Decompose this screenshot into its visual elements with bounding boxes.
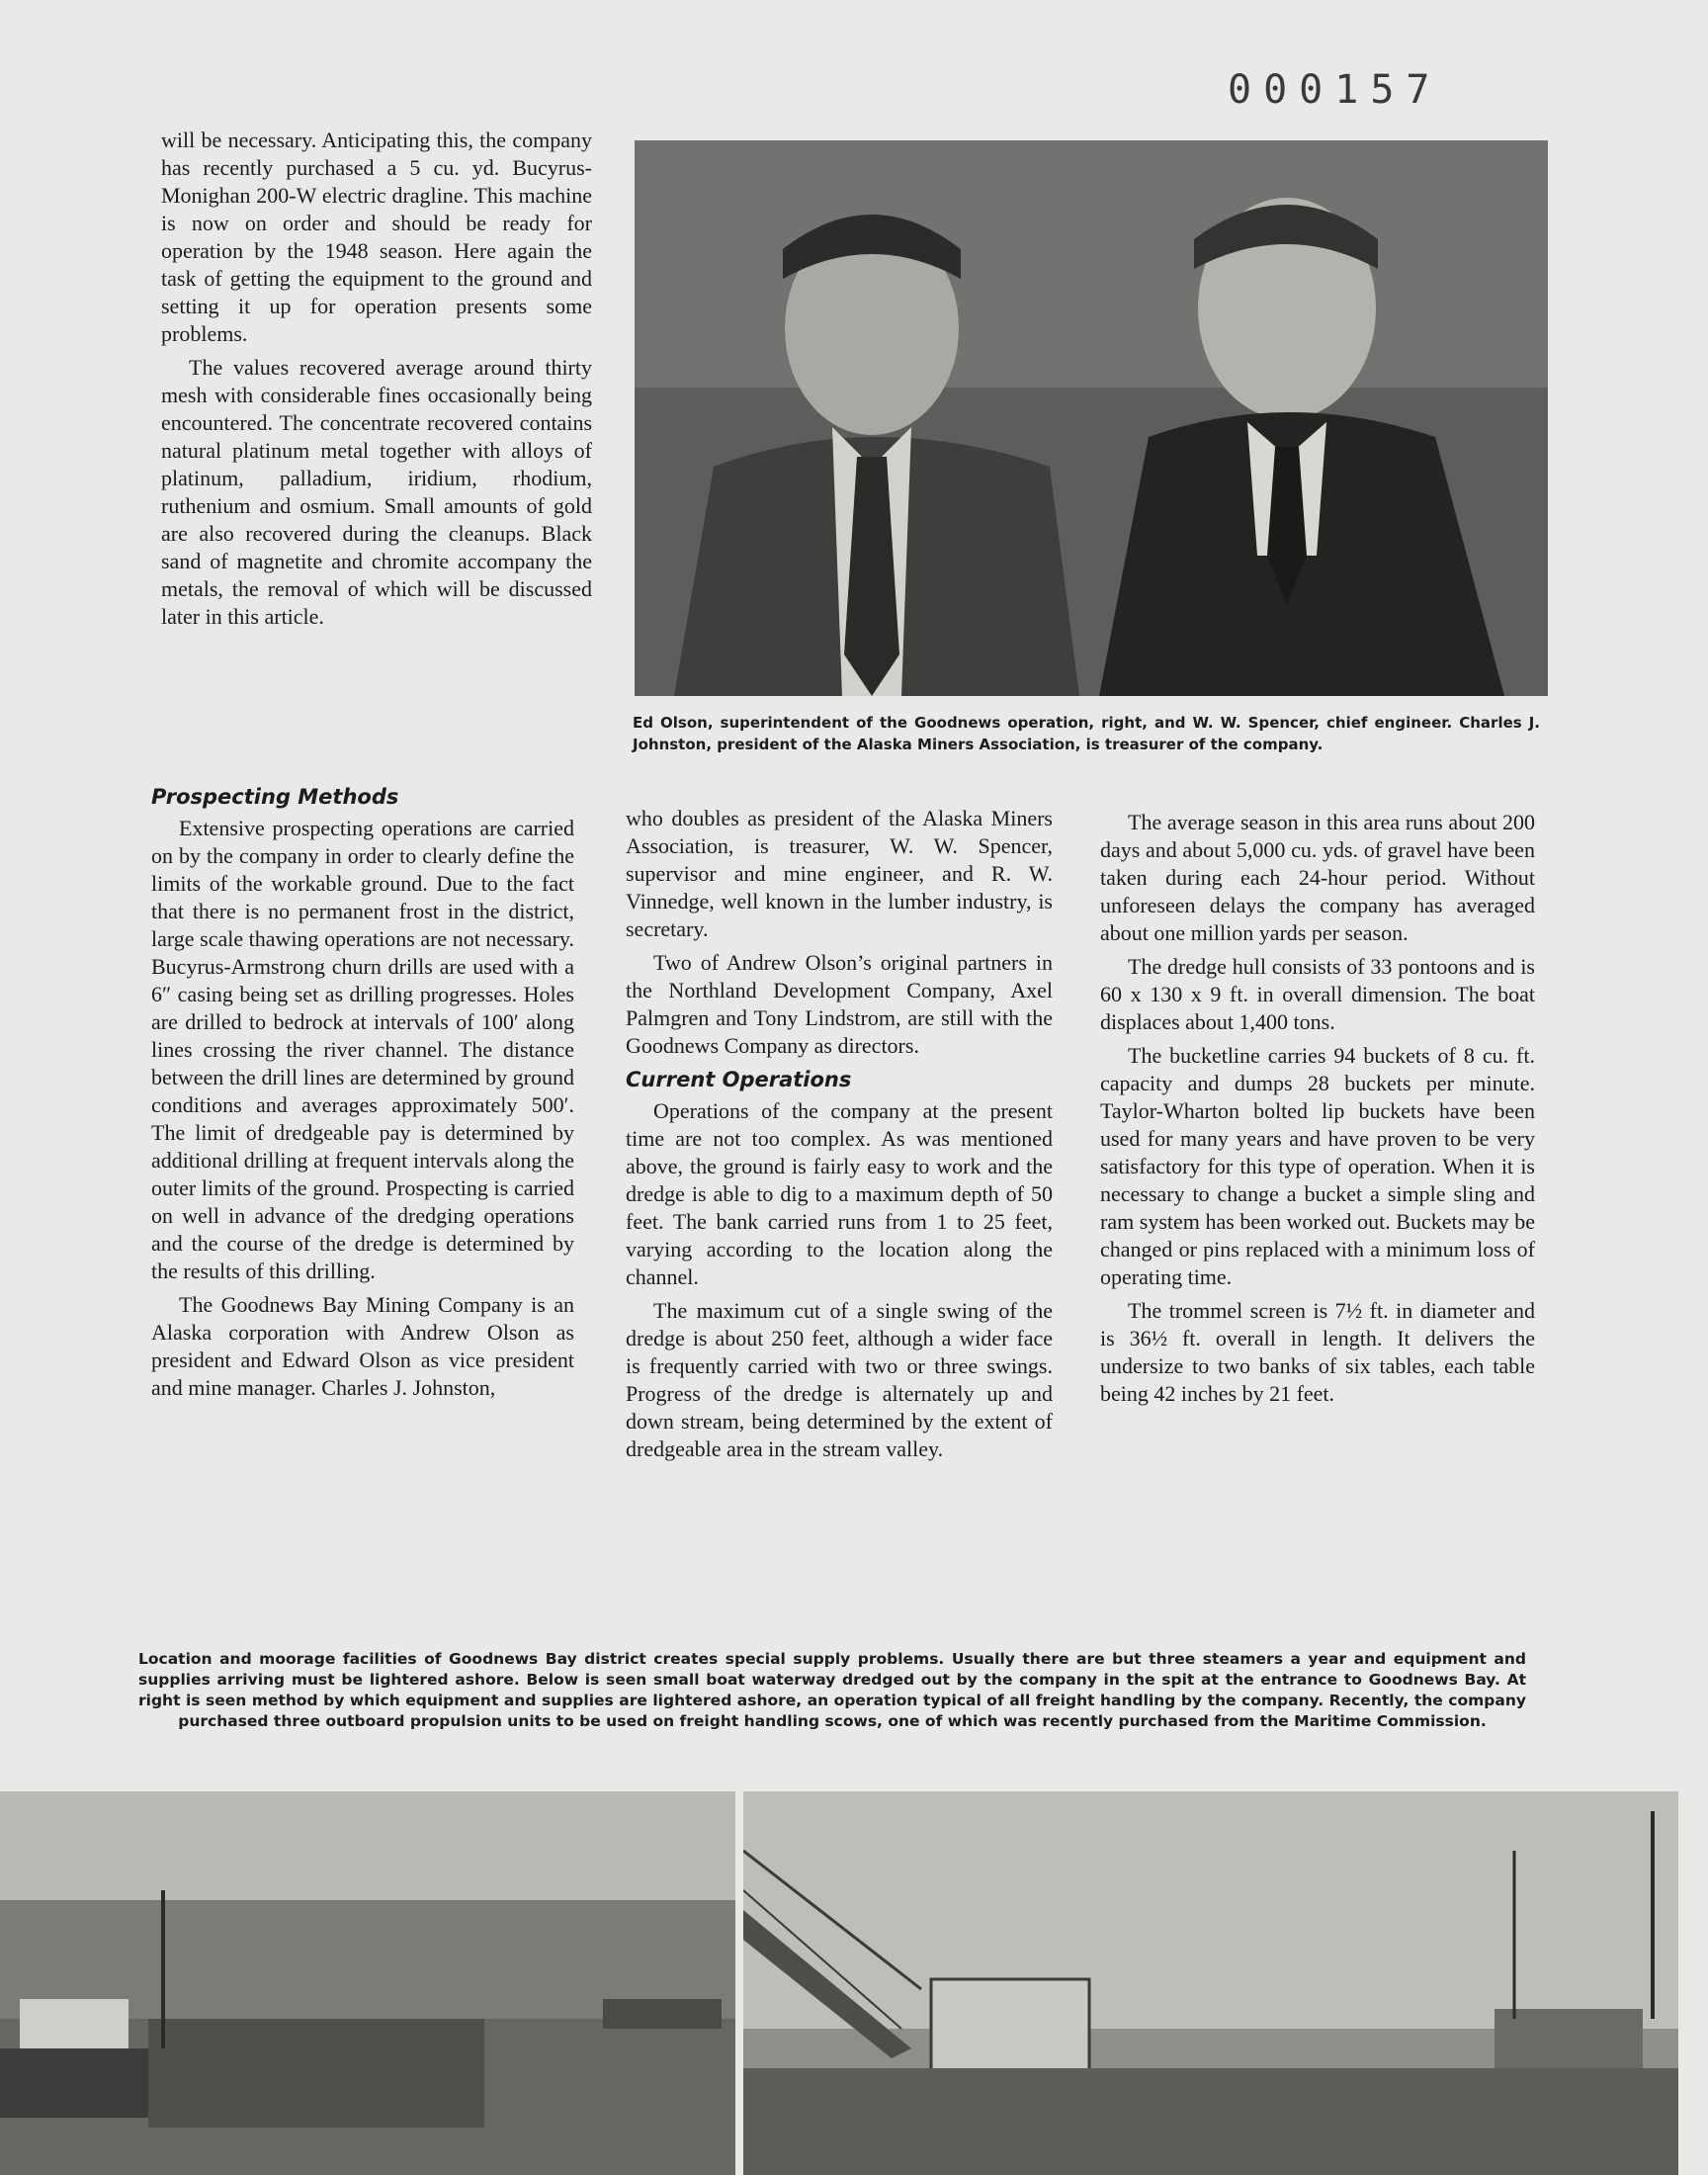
paragraph: who doubles as president of the Alaska Miners Association, is treasurer, W. W. Spencer, supervisor and mine engineer, and R. W. Vinnedge, well known in the lumber industry, is secretary. bbox=[626, 806, 1053, 941]
paragraph: Operations of the company at the present time are not too complex. As was mentioned above, the ground is fairly easy to work and the dredge is able to dig to a maximum depth of 50 feet. The bank carried runs from 1 to 25 feet, varying according to the location along the channel. bbox=[626, 1098, 1053, 1289]
column-left-top bbox=[161, 127, 592, 637]
column-left bbox=[151, 777, 574, 1408]
section-heading: Prospecting Methods bbox=[151, 785, 399, 809]
portrait-photo bbox=[635, 140, 1548, 696]
paragraph: The values recovered average around thirty mesh with considerable fines occasionally being encountered. The concentrate recovered contains natural platinum metal together with alloys of platinum, palladium, iridium, rhodium, ruthenium and osmium. Small amounts of gold are also recovered during the cleanups. Black sand of magnetite and chromite accompany the metals, the removal of which will be discussed later in this article. bbox=[161, 355, 592, 629]
photo-caption: Ed Olson, superintendent of the Goodnews operation, right, and W. W. Spencer, chief engineer. Charles J. Johnston, president of the Alaska Miners Association, is treasurer of the company. bbox=[633, 714, 1540, 753]
paragraph: The trommel screen is 7½ ft. in diameter and is 36½ ft. overall in length. It delivers the undersize to two banks of six tables, each table being 42 inches by 21 feet. bbox=[1100, 1298, 1535, 1406]
section-heading: Current Operations bbox=[626, 1068, 852, 1091]
column-right bbox=[1100, 809, 1535, 1414]
paragraph: The maximum cut of a single swing of the dredge is about 250 feet, although a wider face is frequently carried with two or three swings. Progress of the dredge is alternately up and down stream, being determined by the extent of dredgeable area in the stream valley. bbox=[626, 1298, 1053, 1461]
page-number: 000157 bbox=[1228, 67, 1442, 113]
paragraph: The Goodnews Bay Mining Company is an Alaska corporation with Andrew Olson as president and Edward Olson as vice president and mine manager. Charles J. Johnston, bbox=[151, 1292, 574, 1400]
bottom-photo-caption: Location and moorage facilities of Goodnews Bay district creates special supply problems. Usually there are but three steamers a year and equipment and supplies arriving must be lightered ashore. Below is seen small boat waterway dredged out by the company in the spit at the entrance to Goodnews Bay. At right is seen method by which equipment and supplies are lightered ashore, an operation typical of all freight handling by the company. Recently, the company purchased three outboard propulsion units to be used on freight handling scows, one of which was recently purchased from the Maritime Commission. bbox=[138, 1650, 1526, 1730]
column-middle bbox=[626, 805, 1053, 1469]
waterway-boats-photo bbox=[0, 1791, 735, 2175]
paragraph: Two of Andrew Olson’s original partners in the Northland Development Company, Axel Palmgren and Tony Lindstrom, are still with the Goodnews Company as directors. bbox=[626, 950, 1053, 1058]
paragraph: Extensive prospecting operations are carried on by the company in order to clearly define the limits of the workable ground. Due to the fact that there is no permanent frost in the district, large scale thawing operations are not necessary. Bucyrus-Armstrong churn drills are used with a 6″ casing being set as drilling progresses. Holes are drilled to bedrock at intervals of 100′ along lines crossing the river channel. The distance between the drill lines are determined by ground conditions and averages approximately 500′. The limit of dredgeable pay is determined by additional drilling at frequent intervals along the outer limits of the ground. Prospecting is carried on well in advance of the dredging operations and the course of the dredge is determined by the results of this drilling. bbox=[151, 816, 574, 1283]
paragraph: The dredge hull consists of 33 pontoons and is 60 x 130 x 9 ft. in overall dimension. The boat displaces about 1,400 tons. bbox=[1100, 954, 1535, 1034]
paragraph: will be necessary. Anticipating this, the company has recently purchased a 5 cu. yd. Bucyrus-Monighan 200-W electric dragline. This machine is now on order and should be ready for operation by the 1948 season. Here again the task of getting the equipment to the ground and setting it up for operation presents some problems. bbox=[161, 128, 592, 346]
dragline-lightering-photo bbox=[743, 1791, 1678, 2175]
paragraph: The average season in this area runs about 200 days and about 5,000 cu. yds. of gravel have been taken during each 24-hour period. Without unforeseen delays the company has averaged about one million yards per season. bbox=[1100, 810, 1535, 945]
paragraph: The bucketline carries 94 buckets of 8 cu. ft. capacity and dumps 28 buckets per minute. Taylor-Wharton bolted lip buckets have been used for many years and have proven to be very satisfactory for this type of operation. When it is necessary to change a bucket a simple sling and ram system has been worked out. Buckets may be changed or pins replaced with a minimum loss of operating time. bbox=[1100, 1043, 1535, 1289]
